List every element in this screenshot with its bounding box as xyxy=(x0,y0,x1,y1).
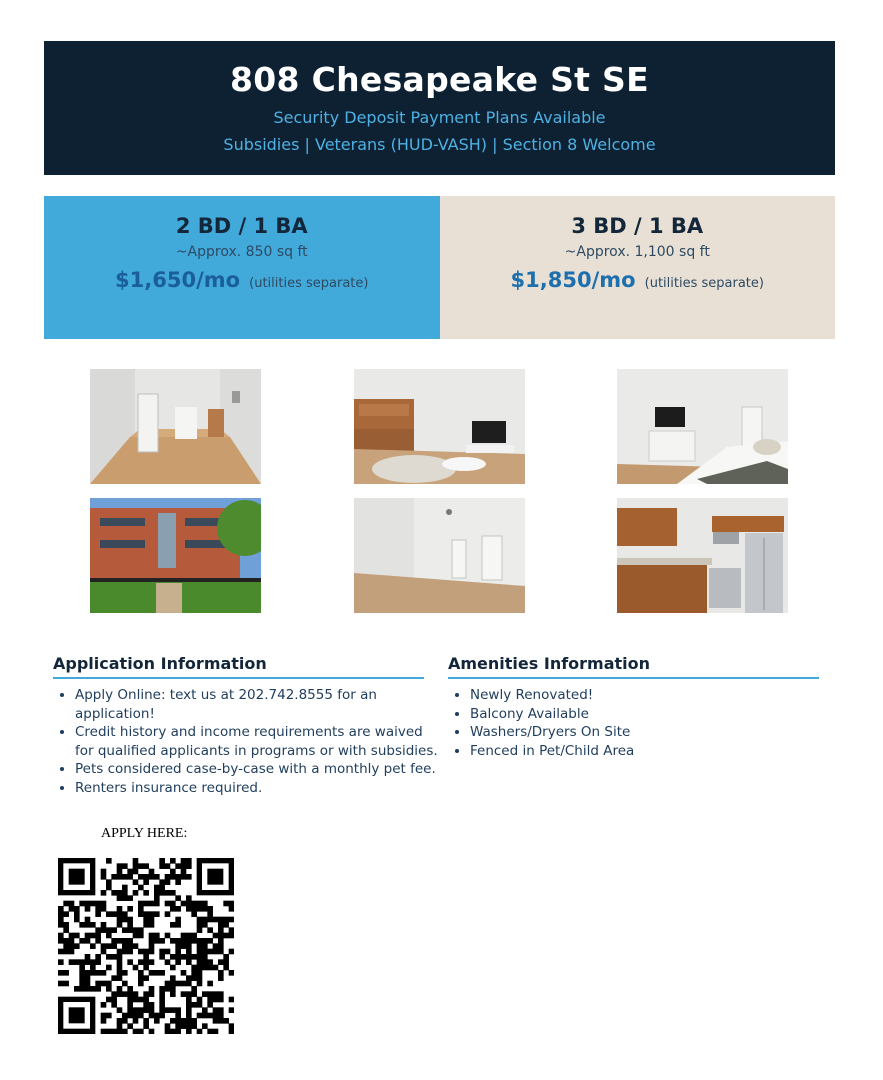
list-item: • Washers/Dryers On Site xyxy=(470,723,840,742)
unit-beds: 2 BD / 1 BA xyxy=(175,214,308,238)
photo-empty-room xyxy=(354,498,525,613)
photo-building-exterior xyxy=(90,498,261,613)
unit-utilities-note: (utilities separate) xyxy=(249,276,369,291)
property-title: 808 Chesapeake St SE xyxy=(230,60,649,99)
application-list xyxy=(55,686,445,798)
list-item: • Balcony Available xyxy=(470,705,840,724)
list-item: • Newly Renovated! xyxy=(470,686,840,705)
amenities-heading: Amenities Information xyxy=(448,654,651,673)
photo-living-room xyxy=(354,369,525,484)
amenities-list xyxy=(450,686,840,760)
apply-here-label: APPLY HERE: xyxy=(101,826,188,841)
unit-2bd xyxy=(44,196,440,339)
deposit-tagline: Security Deposit Payment Plans Available xyxy=(273,108,606,127)
photo-hallway xyxy=(90,369,261,484)
unit-price: $1,850/mo xyxy=(510,268,636,292)
application-rule xyxy=(53,677,424,679)
unit-sqft: ~Approx. 1,100 sq ft xyxy=(564,244,710,260)
header-banner xyxy=(44,41,835,175)
list-item: • Credit history and income requirements are waived for qualified applicants in programs or with subsidies. xyxy=(75,723,445,760)
unit-3bd xyxy=(440,196,836,339)
photo-kitchen xyxy=(617,498,788,613)
qr-code-icon[interactable] xyxy=(58,858,234,1038)
list-item: • Apply Online: text us at 202.742.8555 for an application! xyxy=(75,686,445,723)
subsidies-tagline: Subsidies | Veterans (HUD-VASH) | Section 8 Welcome xyxy=(223,135,656,154)
photo-bedroom xyxy=(617,369,788,484)
application-heading: Application Information xyxy=(53,654,267,673)
list-item: • Pets considered case-by-case with a monthly pet fee. xyxy=(75,760,445,779)
unit-beds: 3 BD / 1 BA xyxy=(571,214,704,238)
unit-pricing xyxy=(44,196,835,339)
unit-sqft: ~Approx. 850 sq ft xyxy=(175,244,308,260)
list-item: • Renters insurance required. xyxy=(75,779,445,798)
unit-price: $1,650/mo xyxy=(115,268,241,292)
amenities-rule xyxy=(448,677,819,679)
list-item: • Fenced in Pet/Child Area xyxy=(470,742,840,761)
unit-utilities-note: (utilities separate) xyxy=(644,276,764,291)
